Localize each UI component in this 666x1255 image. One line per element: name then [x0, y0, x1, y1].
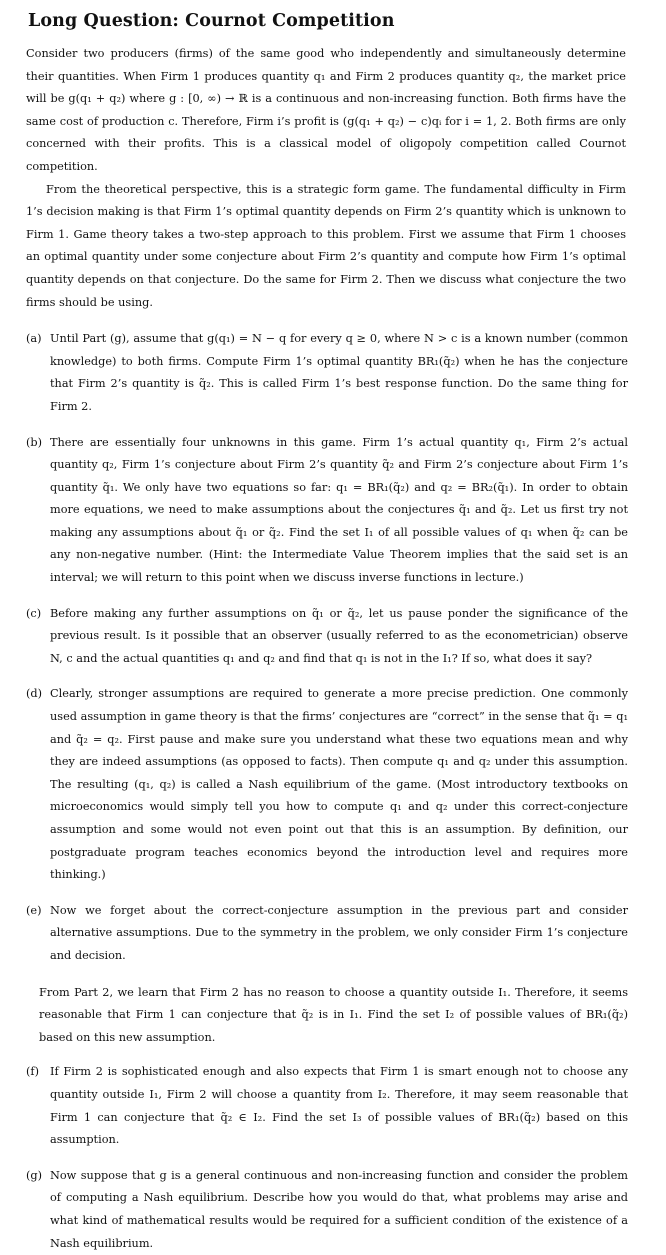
part-g [26, 1165, 640, 1255]
part-c [26, 603, 640, 671]
intro-paragraph-1: Consider two producers (firms) of the same good who independently and simultaneously determine their quantities. When Firm 1 produces quantity q₁ and Firm 2 produces quantity q₂, the market price will be g(q₁ + q₂) where g : [0, ∞) → ℝ is a continuous and non-increasing function. Both firms have the same cost of production c. Therefore, Firm i’s profit is (g(q₁ + q₂) − c)qᵢ for i = 1, 2. Both firms are only concerned with their profits. This is a classical model of oligopoly competition called Cournot competition. [26, 47, 626, 173]
part-d [26, 683, 640, 886]
part-b [26, 432, 640, 590]
part-a [26, 328, 640, 418]
part-label: (f) [26, 1065, 39, 1079]
part-text: Now suppose that g is a general continuous and non-increasing function and consider the problem of computing a Nash equilibrium. Describe how you would do that, what problems may arise and what kind of mathematical results would be required for a sufficient condition of the existence of a Nash equilibrium. [50, 1168, 628, 1250]
intro-paragraph-2: From the theoretical perspective, this is a strategic form game. The fundamental difficulty in Firm 1’s decision making is that Firm 1’s optimal quantity depends on Firm 2’s quantity which is unknown to Firm 1. Game theory takes a two-step approach to this problem. First we assume that Firm 1 chooses an optimal quantity under some conjecture about Firm 2’s quantity and compute how Firm 1’s optimal quantity depends on that conjecture. Do the same for Firm 2. Then we discuss what conjecture the two firms should be using. [26, 182, 626, 309]
part-f [26, 1061, 640, 1151]
part-label: (d) [26, 687, 43, 701]
part-text: Until Part (g), assume that g(q₁) = N − q for every q ≥ 0, where N > c is a known number (common knowledge) to both firms. Compute Firm 1’s optimal quantity BR₁(q̃₂) when he has the conjecture that Firm 2’s quantity is q̃₂. This is called Firm 1’s best response function. Do the same thing for Firm 2. [50, 332, 628, 413]
question-parts-continued [26, 1061, 640, 1255]
part-label: (b) [26, 435, 43, 449]
part-text: Before making any further assumptions on q̃₁ or q̃₂, let us pause ponder the significance of the previous result. Is it possible that an observer (usually referred to as the econometrician) observe N, c and the actual quantities q₁ and q₂ and find that q₁ is not in the I₁? If so, what does it say? [50, 606, 628, 665]
part-e [26, 900, 640, 968]
part-label: (a) [26, 332, 42, 346]
part-text: If Firm 2 is sophisticated enough and also expects that Firm 1 is smart enough not to choose any quantity outside I₁, Firm 2 will choose a quantity from I₂. Therefore, it may seem reasonable that Firm 1 can conjecture that q̃₂ ∈ I₂. Find the set I₃ of possible values of BR₁(q̃₂) based on this assumption. [50, 1065, 628, 1147]
part-text: Now we forget about the correct-conjecture assumption in the previous part and consider alternative assumptions. Due to the symmetry in the problem, we only consider Firm 1’s conjecture and decision. [50, 903, 628, 962]
part-label: (g) [26, 1168, 43, 1182]
part-text: Clearly, stronger assumptions are required to generate a more precise prediction. One commonly used assumption in game theory is that the firms’ conjectures are “correct” in the sense that q̃₁ = q₁ and q̃₂ = q₂. First pause and make sure you understand what these two equations mean and why they are indeed assumptions (as opposed to facts). Then compute q₁ and q₂ under this assumption. The resulting (q₁, q₂) is called a Nash equilibrium of the game. (Most introductory textbooks on microeconomics would simply tell you how to compute q₁ and q₂ under this correct-conjecture assumption and some would not even point out that this is an assumption. By definition, our postgraduate program teaches economics beyond the introduction level and requires more thinking.) [50, 687, 628, 882]
part-text: There are essentially four unknowns in this game. Firm 1’s actual quantity q₁, Firm 2’s actual quantity q₂, Firm 1’s conjecture about Firm 2’s quantity q̃₂ and Firm 2’s conjecture about Firm 1’s quantity q̃₁. We only have two equations so far: q₁ = BR₁(q̃₂) and q₂ = BR₂(q̃₁). In order to obtain more equations, we need to make assumptions about the conjectures q̃₁ and q̃₂. Let us first try not making any assumptions about q̃₁ or q̃₂. Find the set I₁ of all possible values of q₁ when q̃₂ can be any non-negative number. (Hint: the Intermediate Value Theorem implies that the said set is an interval; we will return to this point when we discuss inverse functions in lecture.) [50, 435, 628, 585]
question-parts [26, 328, 640, 967]
part-label: (e) [26, 903, 42, 917]
page-title: Long Question: Cournot Competition [28, 11, 395, 31]
part-e-note: From Part 2, we learn that Firm 2 has no reason to choose a quantity outside I₁. Therefore, it seems reasonable that Firm 1 can conjecture that q̃₂ is in I₁. Find the set I₂ of possible values of BR₁(q̃₂) based on this new assumption. [39, 985, 628, 1044]
part-label: (c) [26, 606, 42, 620]
